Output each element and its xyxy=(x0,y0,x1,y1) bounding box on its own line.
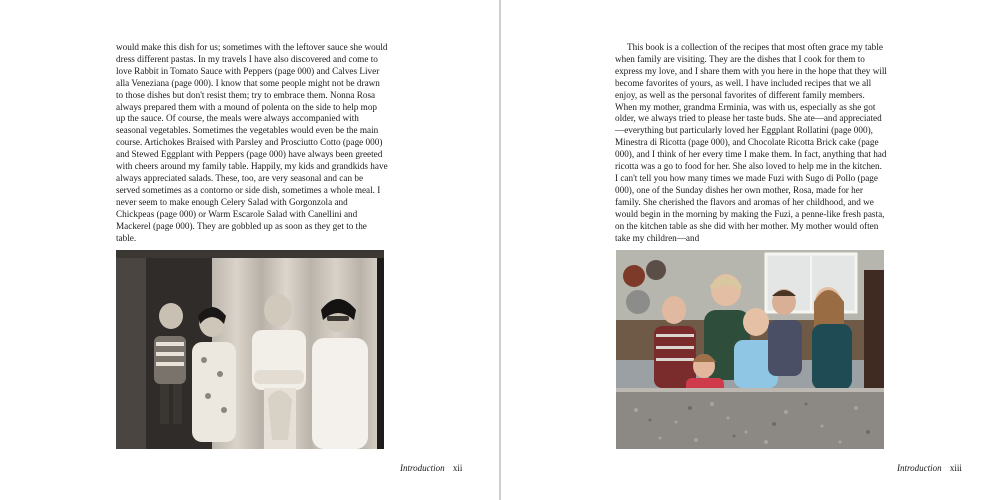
right-body-text xyxy=(615,42,887,244)
left-body-text xyxy=(116,42,388,244)
folio-section-title: Introduction xyxy=(897,463,942,473)
left-page xyxy=(0,0,499,500)
right-folio xyxy=(897,463,962,473)
page-number: xii xyxy=(452,463,463,473)
folio-section-title: Introduction xyxy=(400,463,445,473)
right-page xyxy=(501,0,1000,500)
family-photo-kitchen xyxy=(616,250,884,449)
right-paragraph: This book is a collection of the recipes that most often grace my table when family are visiting. They are the dishes that I cook for them to express my love, and I share them with you here in the hope that they will become favorites of yours, as well. I have included recipes that we all enjoy, as well as the personal favorites of different family members. When my mother, grandma Erminia, was with us, especially as she got older, we always tried to please her taste buds. She ate—and appreciated—everything but particularly loved her Eggplant Rollatini (page 000), Minestra di Ricotta (page 000), and Chocolate Ricotta Brick cake (page 000), and I think of her every time I make them. In fact, anything that had ricotta was a go to food for her. She also loved to help me in the kitchen. I can't tell you how many times we made Fuzi with Sugo di Pollo (page 000), one of the Sunday dishes her own mother, Rosa, made for her family. She cherished the flavors and aromas of her childhood, and we would begin in the morning by making the Fuzi, a penne-like fresh pasta, on the kitchen table as she did with her mother. My mother would often take my children—and xyxy=(615,42,887,243)
left-paragraph: would make this dish for us; sometimes with the leftover sauce she would dress different pastas. In my travels I have also discovered and come to love Rabbit in Tomato Sauce with Peppers (page 000) and Calves Liver alla Veneziana (page 000). I know that some people might not be drawn to those dishes but don't resist them; try to embrace them. Nonna Rosa always prepared them with a mound of polenta on the side to help mop up the sauce. Of course, the meals were always accompanied with seasonal vegetables. Sometimes the vegetables would even be the main course. Artichokes Braised with Parsley and Prosciutto Cotto (page 000) and Stewed Eggplant with Peppers (page 000) have always been greeted with cheers around my family table. Happily, my kids and grandkids have always appreciated salads. These, too, are very seasonal and can be served sometimes as a contorno or side dish, sometimes a whole meal. I never seem to make enough Celery Salad with Gorgonzola and Chickpeas (page 000) or Warm Escarole Salad with Canellini and Mackerel (page 000). They are gobbled up as soon as they get to the table. xyxy=(116,42,388,243)
page-number: xiii xyxy=(949,463,962,473)
vintage-photo-illustration xyxy=(116,250,384,449)
left-folio xyxy=(400,463,462,473)
kitchen-photo-illustration xyxy=(616,250,884,449)
family-photo-vintage xyxy=(116,250,384,449)
